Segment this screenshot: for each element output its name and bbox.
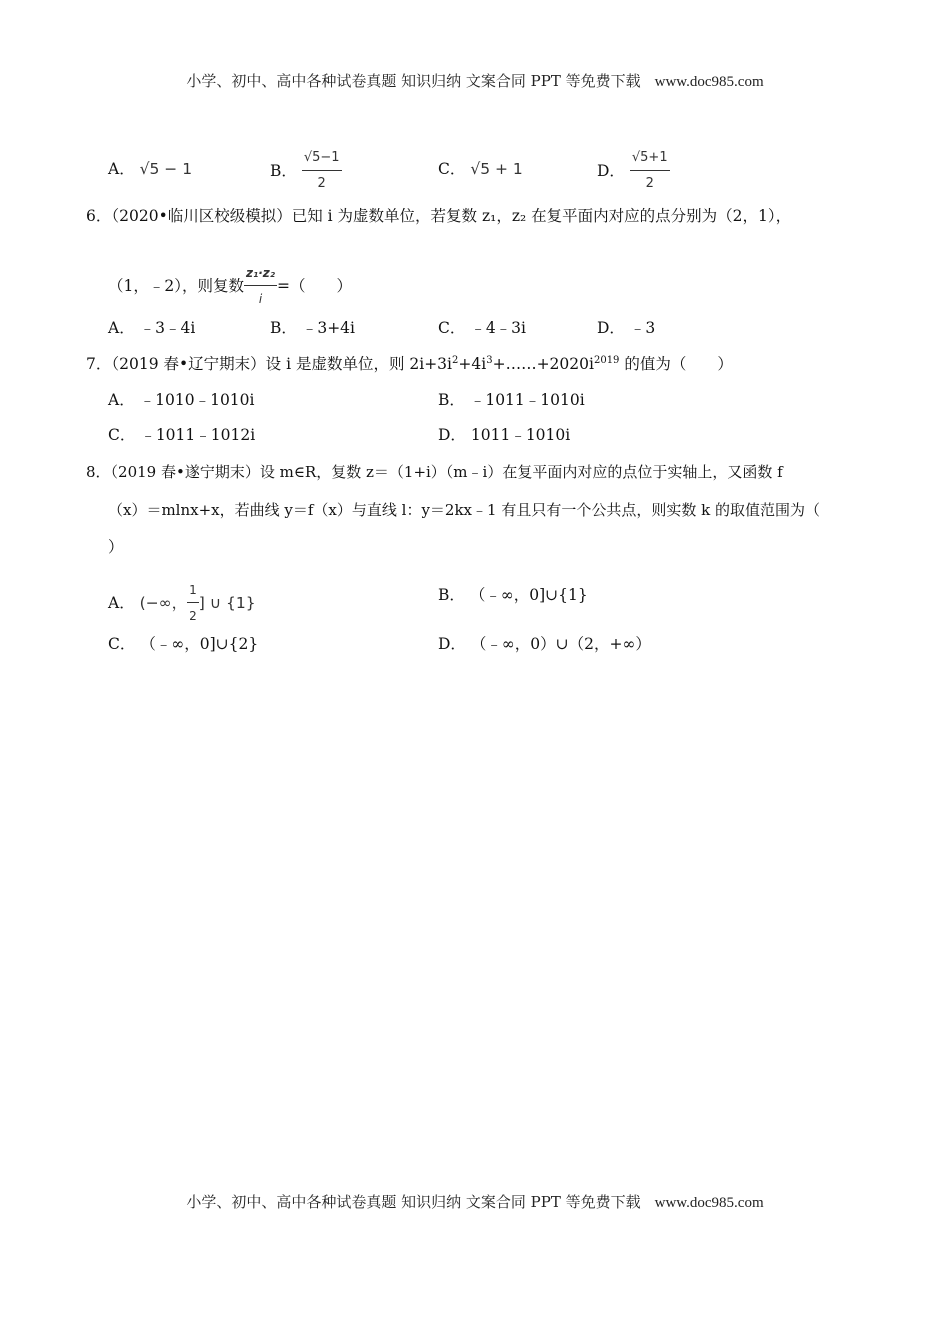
header-text: 小学、初中、高中各种试卷真题 知识归纳 文案合同 PPT 等免费下载 [186,72,641,90]
q7-stem-suffix: 的值为（ ） [619,355,733,373]
option-suffix: ] ∪ {1} [198,594,256,612]
q8-option-b[interactable] [438,585,588,605]
q6-fraction [244,263,277,309]
q7-stem-mid1: +4i [458,355,487,373]
exponent: 2 [452,354,459,366]
q6-stem-suffix: =（ ） [277,277,353,295]
q5-option-c[interactable] [438,159,523,179]
q7-option-c[interactable] [108,425,255,445]
q6-option-d[interactable] [597,318,655,338]
option-label: B． [270,162,297,180]
option-label: B． [438,586,465,604]
fraction-numerator: √5+1 [630,148,670,171]
q6-option-c[interactable] [438,318,526,338]
option-label: C． [108,426,136,444]
option-label: A． [108,594,135,612]
option-content: ﹣3﹣4i [139,319,196,337]
q8-stem-text: （x）＝mlnx+x，若曲线 y＝f（x）与直线 l：y＝2kx﹣1 有且只有一个公共点，则实数 k 的取值范围为（ [108,501,820,519]
footer-url[interactable]: www.doc985.com [654,1195,764,1211]
q6-stem-line1 [86,206,791,226]
option-label: B． [270,319,297,337]
option-content: （﹣∞，0]∪{2} [140,635,259,653]
fraction [187,580,199,626]
q5-option-b[interactable] [270,148,342,194]
option-content: ﹣4﹣3i [470,319,526,337]
fraction-denominator: 2 [317,176,326,191]
q8-option-d[interactable] [438,634,651,654]
q8-stem-line2 [108,500,820,520]
exponent: 2019 [593,354,620,366]
option-content: ﹣1011﹣1012i [140,426,256,444]
option-label: D． [597,319,625,337]
question-number: 6． [86,207,112,225]
fraction-numerator: 1 [187,580,199,603]
question-number: 7． [86,355,112,373]
option-content: √5 − 1 [139,160,193,178]
option-content: 1011﹣1010i [470,426,571,444]
fraction [302,148,342,194]
option-content: ﹣1010﹣1010i [139,391,255,409]
q7-option-b[interactable] [438,390,585,410]
option-label: A． [108,391,135,409]
option-prefix: (−∞， [139,594,188,612]
q6-option-b[interactable] [270,318,355,338]
exponent: 3 [486,354,493,366]
option-label: D． [597,162,625,180]
q8-stem-text: （2019 春•遂宁期末）设 m∈R，复数 z＝（1+i）（m﹣i）在复平面内对应的点位于实轴上，又函数 f [110,463,783,481]
question-number: 8． [86,463,111,481]
q8-stem-line1 [86,462,783,482]
fraction-denominator: 2 [189,609,197,623]
q6-option-a[interactable] [108,318,195,338]
option-content: （﹣∞，0]∪{1} [469,586,588,604]
fraction-numerator: z₁·z₂ [244,263,277,286]
option-label: A． [108,319,135,337]
fraction [630,148,670,194]
q6-stem-text: （2020•临川区校级模拟）已知 i 为虚数单位，若复数 z₁，z₂ 在复平面内对应的点分别为（2，1）， [111,207,792,225]
option-label: C． [438,319,466,337]
page-header [0,70,950,91]
q7-option-a[interactable] [108,390,255,410]
q5-option-d[interactable] [597,148,670,194]
fraction-denominator: i [258,292,263,306]
q8-option-a[interactable] [108,580,256,626]
q5-option-a[interactable] [108,159,192,179]
option-content: ﹣1011﹣1010i [469,391,585,409]
q8-stem-text: ） [108,538,124,556]
q7-stem-mid2: +……+2020i [492,355,594,373]
q6-stem-line2 [108,263,352,309]
option-label: C． [108,635,136,653]
option-content: √5 + 1 [470,160,523,178]
fraction-denominator: 2 [645,176,654,191]
option-label: C． [438,160,466,178]
q7-option-d[interactable] [438,425,570,445]
option-content: ﹣3+4i [301,319,355,337]
option-label: B． [438,391,465,409]
q8-stem-line3 [108,537,124,557]
fraction-numerator: √5−1 [302,148,342,171]
option-label: A． [108,160,135,178]
option-label: D． [438,635,466,653]
footer-text: 小学、初中、高中各种试卷真题 知识归纳 文案合同 PPT 等免费下载 [186,1193,641,1211]
option-label: D． [438,426,466,444]
option-content: ﹣3 [629,319,656,337]
option-content: （﹣∞，0）∪（2，+∞） [470,635,651,653]
q6-stem-prefix: （1，﹣2），则复数 [108,277,244,295]
q7-stem-prefix: （2019 春•辽宁期末）设 i 是虚数单位，则 2i+3i [111,355,453,373]
page-footer [0,1191,950,1212]
header-url[interactable]: www.doc985.com [654,74,764,90]
q8-option-c[interactable] [108,634,258,654]
q7-stem [86,354,733,374]
